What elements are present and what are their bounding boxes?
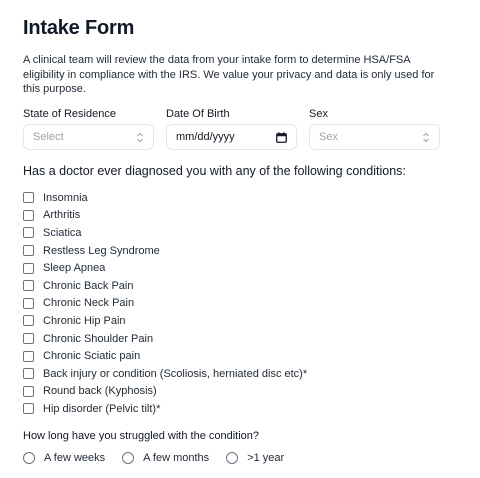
- condition-item[interactable]: [23, 277, 463, 295]
- condition-item[interactable]: [23, 347, 463, 365]
- condition-checkbox[interactable]: [23, 227, 34, 238]
- personal-fields: [23, 108, 463, 154]
- sex-label: Sex: [309, 108, 328, 120]
- condition-label: Round back (Kyphosis): [43, 385, 157, 398]
- duration-option-few-weeks[interactable]: [23, 452, 105, 464]
- radio-button[interactable]: [226, 452, 238, 464]
- state-select-value: Select: [33, 131, 64, 143]
- condition-label: Chronic Neck Pain: [43, 297, 135, 310]
- condition-checkbox[interactable]: [23, 368, 34, 379]
- calendar-icon[interactable]: [276, 132, 287, 143]
- duration-option-over-1-year[interactable]: [226, 452, 284, 464]
- state-field: [23, 108, 154, 143]
- condition-label: Chronic Back Pain: [43, 279, 134, 292]
- chevron-up-down-icon: [422, 132, 430, 143]
- radio-label: A few months: [143, 452, 210, 464]
- condition-checkbox[interactable]: [23, 192, 34, 203]
- radio-label: A few weeks: [44, 452, 106, 464]
- dob-label: Date Of Birth: [166, 108, 230, 120]
- condition-item[interactable]: [23, 224, 463, 242]
- condition-checkbox[interactable]: [23, 280, 34, 291]
- sex-field: [309, 108, 440, 143]
- condition-label: Insomnia: [43, 191, 88, 204]
- condition-label: Hip disorder (Pelvic tilt)*: [43, 402, 161, 415]
- radio-label: >1 year: [247, 452, 285, 464]
- sex-select[interactable]: [309, 124, 440, 150]
- condition-checkbox[interactable]: [23, 245, 34, 256]
- condition-checkbox[interactable]: [23, 333, 34, 344]
- condition-item[interactable]: [23, 242, 463, 260]
- duration-option-few-months[interactable]: [122, 452, 209, 464]
- condition-label: Chronic Shoulder Pain: [43, 332, 154, 345]
- duration-question: How long have you struggled with the condition?: [23, 430, 260, 442]
- conditions-question: Has a doctor ever diagnosed you with any of the following conditions:: [23, 164, 406, 178]
- page-title: Intake Form: [23, 17, 135, 39]
- condition-item[interactable]: [23, 189, 463, 207]
- conditions-list: [23, 189, 463, 418]
- state-label: State of Residence: [23, 108, 116, 120]
- condition-label: Back injury or condition (Scoliosis, herniated disc etc)*: [43, 367, 308, 380]
- condition-label: Sciatica: [43, 226, 82, 239]
- condition-label: Sleep Apnea: [43, 262, 106, 275]
- chevron-up-down-icon: [136, 132, 144, 143]
- condition-checkbox[interactable]: [23, 263, 34, 274]
- condition-item[interactable]: [23, 207, 463, 225]
- condition-item[interactable]: [23, 400, 463, 418]
- radio-button[interactable]: [122, 452, 134, 464]
- condition-item[interactable]: [23, 295, 463, 313]
- condition-checkbox[interactable]: [23, 386, 34, 397]
- condition-item[interactable]: [23, 330, 463, 348]
- radio-button[interactable]: [23, 452, 35, 464]
- condition-label: Restless Leg Syndrome: [43, 244, 160, 257]
- condition-item[interactable]: [23, 365, 463, 383]
- condition-checkbox[interactable]: [23, 298, 34, 309]
- condition-item[interactable]: [23, 259, 463, 277]
- condition-checkbox[interactable]: [23, 315, 34, 326]
- state-select[interactable]: [23, 124, 154, 150]
- sex-select-value: Sex: [319, 131, 338, 143]
- intro-text: A clinical team will review the data from your intake form to determine HSA/FSA eligibility in compliance with the IRS. We value your privacy and data is only used for this purpose.: [23, 54, 435, 95]
- condition-checkbox[interactable]: [23, 403, 34, 414]
- condition-item[interactable]: [23, 383, 463, 401]
- dob-input-value: mm/dd/yyyy: [176, 131, 235, 143]
- condition-item[interactable]: [23, 312, 463, 330]
- condition-checkbox[interactable]: [23, 351, 34, 362]
- condition-label: Chronic Sciatic pain: [43, 350, 141, 363]
- condition-label: Arthritis: [43, 209, 81, 222]
- duration-options: [23, 452, 301, 464]
- dob-field: [166, 108, 297, 143]
- dob-input[interactable]: [166, 124, 297, 150]
- condition-label: Chronic Hip Pain: [43, 314, 126, 327]
- condition-checkbox[interactable]: [23, 210, 34, 221]
